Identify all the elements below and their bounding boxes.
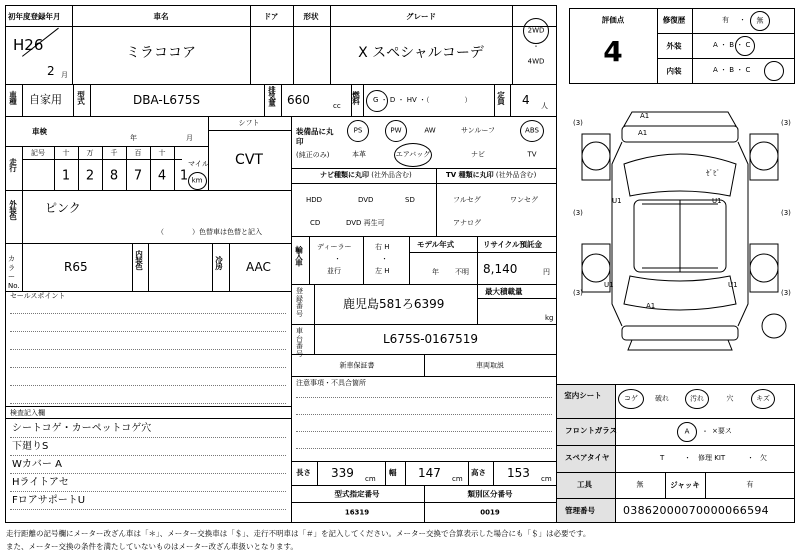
interior-seat-label: 室内シート (564, 391, 602, 400)
displacement-value: 660 (287, 93, 310, 107)
tv-analog: アナログ (453, 219, 481, 227)
chassis-label: 車台番号 (296, 327, 303, 359)
tv-label-text: TV 種類に丸印 (446, 171, 494, 179)
mgmt-value: 03862000070000066594 (623, 504, 769, 517)
equip-navi: ナビ (471, 150, 485, 159)
tv-label-note: (社外品含む) (495, 171, 537, 179)
door-label: ドア (263, 12, 279, 21)
height-unit: cm (541, 475, 552, 483)
width-value: 147 (418, 466, 441, 480)
reg-month-value: 2 (47, 64, 55, 78)
color-value: ピンク (45, 201, 81, 215)
spare-missing: 欠 (760, 454, 767, 462)
tv-oneseg: ワンセグ (510, 196, 538, 204)
inspection-year-unit: 年 (130, 134, 137, 142)
tv-fullseg: フルセグ (453, 196, 481, 204)
reg-year-value: H26 (13, 36, 44, 54)
length-label: 長さ (296, 468, 311, 477)
spare-t: T (660, 454, 665, 462)
category-label: 類別区分番号 (467, 489, 513, 499)
registration-value: 鹿児島581ろ6399 (343, 297, 445, 311)
footer-note-line1: 走行距離の記号欄にメーター改ざん車は「＊」、メーター交換車は「＄」、走行不明車は「＃」を記入してください。メーター交換で合算表示した場合にも「＄」は必要です。 (6, 529, 591, 538)
inspection-month-unit: 月 (186, 134, 193, 142)
grade-value: X スペシャルコーデ (358, 45, 484, 61)
left-form (5, 5, 557, 523)
warranty-doc: 新車保証書 (339, 361, 375, 370)
equip-leather: 本革 (352, 150, 366, 159)
model-value: DBA-L675S (133, 93, 200, 107)
diagram-mark: (3) (781, 209, 791, 217)
import-parallel: 並行 (327, 267, 341, 275)
spare-dot: ・ (684, 454, 691, 462)
repair-sep: ・ (739, 16, 746, 24)
import-label: 輸入車 (294, 246, 304, 266)
damage-code: U1 (728, 281, 738, 289)
tv-label (446, 172, 536, 179)
drive-4wd: 4WD (527, 57, 545, 66)
import-right: 右 H (375, 243, 390, 251)
windshield-dot: ・ (701, 427, 709, 436)
mileage-col-label: 十 (62, 149, 70, 157)
recycle-label: リサイクル預託金 (483, 240, 542, 249)
equipment-label: 装備品に丸印 (296, 127, 334, 146)
color-note: （ ）色替車は色替と記入 (157, 228, 262, 236)
usage-value: 自家用 (29, 93, 62, 106)
spare-label: スペアタイヤ (565, 453, 610, 462)
equip-pw: PW (390, 126, 402, 135)
fuel-options: G ・ D ・ HV ・（ ） (373, 96, 472, 104)
model-year-unknown: 不明 (455, 268, 469, 276)
reg-year-label: 初年度登録年月 (8, 12, 61, 21)
diagram-mark: (3) (781, 289, 791, 297)
jack-label: ジャッキ (670, 480, 700, 490)
diagram-mark: (3) (573, 209, 583, 217)
type-designation-label: 型式指定番号 (334, 489, 380, 499)
navi-label-text: ナビ種類に丸印 (320, 171, 369, 179)
color-no-label: カラーNo. (8, 255, 20, 291)
usage-label: 車種 (8, 91, 18, 104)
spare-dot: ・ (747, 454, 754, 462)
equip-tv: TV (527, 150, 537, 159)
equipment-sub-label: (純正のみ) (296, 151, 330, 159)
mileage-label: 走行 (8, 158, 18, 171)
car-name-label: 車名 (153, 12, 169, 21)
model-year-unit: 年 (432, 268, 439, 276)
mileage-mile-label: マイル (188, 160, 209, 168)
inspector-line: Hライトアセ (12, 477, 69, 488)
drive-2wd: 2WD (527, 26, 545, 35)
mileage-col-label: 千 (110, 149, 118, 157)
width-label: 幅 (389, 468, 397, 477)
mileage-digit: 7 (133, 168, 143, 184)
damage-code: ｾﾞﾋﾟ (706, 169, 720, 177)
seat-tear: 破れ (655, 394, 669, 403)
manual-doc: 車両取説 (476, 361, 504, 370)
interior-selected-circle (764, 61, 784, 81)
exterior-options: A ・ B ・ C (713, 41, 751, 49)
ac-value: AAC (246, 260, 271, 274)
ac-label: 冷房 (214, 256, 224, 269)
category-value: 0019 (480, 508, 500, 517)
equip-sunroof: サンルーフ (460, 126, 496, 135)
displacement-label: 排気量 (267, 86, 277, 106)
capacity-value: 4 (522, 93, 530, 107)
navi-hdd: HDD (306, 196, 323, 204)
interior-options: A ・ B ・ C (713, 66, 751, 74)
shift-label: シフト (238, 119, 260, 127)
spare-kit: 修理 KIT (698, 454, 726, 462)
import-left: 左 H (375, 267, 390, 275)
shape-label: 形状 (303, 12, 319, 21)
grade-label: グレード (406, 12, 436, 21)
mileage-col-label: 百 (134, 149, 142, 157)
repair-yes: 有 (722, 16, 729, 24)
inspector-line: 下廻りS (12, 441, 49, 452)
inspector-line: シートコゲ・カーペットコゲ穴 (12, 423, 152, 434)
drive-dot: ・ (532, 42, 540, 51)
score-label: 評価点 (601, 15, 625, 25)
import-dot: ・ (334, 255, 341, 263)
mileage-col-label: 記号 (31, 149, 45, 157)
navi-dvd: DVD (358, 196, 374, 204)
navi-sd: SD (405, 196, 415, 204)
color-no-value: R65 (64, 260, 88, 274)
mileage-digit: 1 (179, 168, 189, 184)
damage-code: A1 (646, 302, 656, 310)
score-value: 4 (603, 35, 623, 68)
mileage-digit: 4 (157, 168, 167, 184)
recycle-value: 8,140 (483, 262, 518, 276)
repair-no: 無 (756, 16, 764, 25)
inspector-line: FロアサポートU (12, 495, 86, 506)
interior-label: 内装 (666, 66, 682, 76)
registration-label: 登録番号 (296, 287, 303, 319)
interior-color-label: 内装色 (134, 250, 144, 270)
mileage-digit: 1 (61, 168, 71, 184)
navi-label (320, 172, 412, 179)
equip-airbag: エアバッグ (395, 150, 431, 159)
recycle-unit: 円 (543, 268, 550, 276)
tools-value: 無 (636, 480, 644, 489)
capacity-label: 定員 (496, 91, 506, 104)
model-label: 型式 (76, 91, 86, 104)
seat-scratch: キズ (756, 394, 770, 403)
windshield-a: A (684, 427, 690, 436)
damage-code: A1 (640, 112, 650, 120)
type-designation-value: 16319 (344, 508, 370, 517)
diagram-mark: (3) (573, 119, 583, 127)
equip-ps: PS (353, 126, 363, 135)
tools-label: 工具 (577, 480, 592, 489)
height-value: 153 (507, 466, 530, 480)
shift-value: CVT (235, 152, 263, 168)
damage-code: U1 (612, 197, 622, 205)
reg-month-unit: 月 (61, 71, 68, 79)
mileage-col-label: 十 (158, 149, 166, 157)
exterior-label: 外装 (666, 41, 682, 51)
max-load-unit: kg (545, 314, 554, 322)
diagram-mark: (3) (781, 119, 791, 127)
color-label: 外装色 (8, 200, 18, 220)
equip-abs: ABS (525, 126, 539, 135)
sales-point-label: セールスポイント (10, 292, 66, 300)
mileage-digit: 8 (109, 168, 119, 184)
mileage-col-label: 万 (86, 149, 94, 157)
seat-hole: 穴 (726, 394, 734, 403)
width-unit: cm (452, 475, 463, 483)
windshield-repair: ×要ス (712, 427, 732, 435)
capacity-unit: 人 (541, 102, 548, 110)
import-dot: ・ (381, 255, 388, 263)
length-unit: cm (365, 475, 376, 483)
navi-dvd-play: DVD 再生可 (346, 219, 385, 227)
repair-label: 修復歴 (662, 15, 686, 25)
windshield-label: フロントガラス (565, 426, 618, 435)
damage-code: U1 (712, 197, 722, 205)
mgmt-label: 管理番号 (565, 506, 595, 515)
inspection-label: 車検 (32, 127, 47, 136)
height-label: 高さ (471, 468, 486, 477)
import-dealer: ディーラー (317, 243, 352, 251)
car-damage-diagram (562, 104, 798, 354)
damage-code: U1 (604, 281, 614, 289)
diagram-mark: (3) (573, 289, 583, 297)
seat-koge: コゲ (624, 394, 638, 403)
displacement-unit: cc (333, 102, 341, 110)
damage-code: A1 (638, 129, 648, 137)
chassis-value: L675S-0167519 (383, 332, 478, 346)
equip-aw: AW (424, 126, 436, 135)
footer-note-line2: また、メーター交換の条件を満たしていないものはメーター改ざん車扱いとなります。 (6, 542, 298, 551)
inspector-line: Wカバー A (12, 459, 62, 470)
fuel-label: 燃料 (351, 91, 361, 104)
mileage-unit: km (191, 176, 203, 185)
max-load-label: 最大積載量 (485, 287, 523, 296)
inspector-label: 検査記入欄 (10, 409, 45, 417)
mileage-digit: 2 (85, 168, 95, 184)
model-year-label: モデル年式 (417, 240, 455, 249)
seat-dirt: 汚れ (690, 394, 704, 403)
length-value: 339 (331, 466, 354, 480)
jack-value: 有 (746, 480, 754, 489)
car-name-value: ミラココア (126, 45, 196, 61)
navi-cd: CD (310, 219, 321, 227)
notes-label: 注意事項・不具合箇所 (296, 379, 366, 387)
navi-label-note: (社外品含む) (371, 171, 412, 179)
